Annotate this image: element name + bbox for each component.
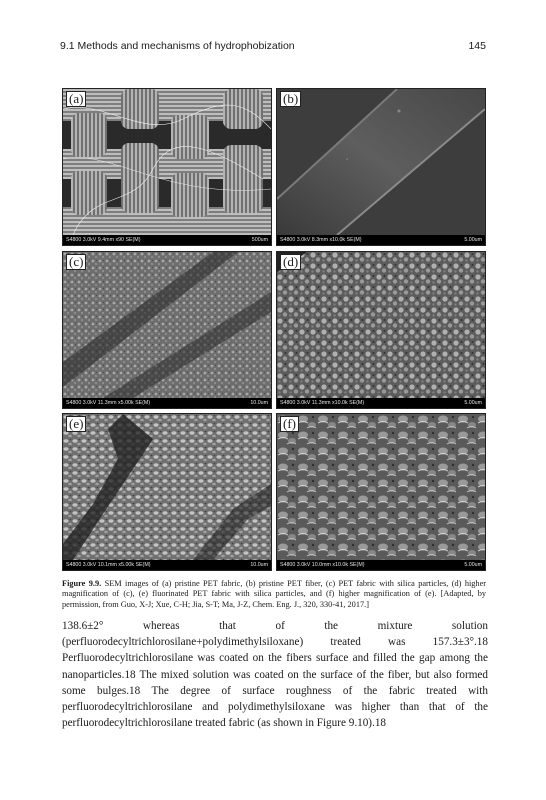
sem-panel-c [62,251,272,409]
caption-text: SEM images of (a) pristine PET fabric, (b) pristine PET fiber, (c) PET fabric with silica particles, (d) higher magnification of (c), (e) fluorinated PET fabric with silica particles, and (f) higher magnification of (e). [Adapted, by permission, from Guo, X-J; Xue, C-H; Jia, S-T; Ma, J-Z, Chem. Eng. J., 320, 330-41, 2017.] [62,579,487,609]
sem-scale-text: 500um [251,237,268,243]
sem-info-text: S4800 3.0kV 10.0mm x10.0k SE(M) [280,562,365,568]
sem-info-text: S4800 3.0kV 9.4mm x90 SE(M) [66,237,141,243]
sem-info-bar [63,235,271,245]
sem-scale-text: 5.00um [464,562,482,568]
sem-scale-text: 5.00um [464,400,482,406]
sem-panel-e [62,413,272,571]
panel-label: (d) [280,254,301,270]
sem-info-text: S4800 3.0kV 10.1mm x5.00k SE(M) [66,562,151,568]
panel-label: (c) [66,254,86,270]
sem-panel-d [276,251,486,409]
sem-panel-b [276,88,486,246]
sem-info-bar [277,398,485,408]
sem-info-bar [277,235,485,245]
sem-info-bar [277,560,485,570]
panel-label: (b) [280,91,301,107]
sem-image-fluorinated-fabric [63,414,271,560]
panel-label: (f) [280,416,299,432]
body-paragraph: 138.6±2° whereas that of the mixture solution (perfluorodecyltrichlorosilane+polydimethylsiloxane) treated was 157.3±3°.18 Perfluorodecyltrichlorosilane was coated on the fibers surface and filled the gap among the nanoparticles.18 The mixed solution was coated on the surface of the fiber, but also formed some bulges.18 The degree of surface roughness of the fabric treated with perfluorodecyltrichlorosilane and polydimethylsiloxane was higher than that of the perfluorodecyltrichlorosilane treated fabric (as shown in Figure 9.10).18 [62,620,488,730]
page-number: 145 [468,40,486,52]
panel-label: (e) [66,416,86,432]
sem-panel-a [62,88,272,246]
caption-label: Figure 9.9. [62,579,102,588]
sem-image-woven-fabric [63,89,271,235]
sem-scale-text: 10.0um [250,562,268,568]
figure-caption [62,579,486,610]
sem-image-silica-closeup [277,252,485,398]
panel-label: (a) [66,91,86,107]
body-text [62,618,488,731]
sem-scale-text: 5.00um [464,237,482,243]
sem-scale-text: 10.0um [250,400,268,406]
sem-image-smooth-fiber [277,89,485,235]
sem-info-text: S4800 3.0kV 11.3mm x10.0k SE(M) [280,400,365,406]
sem-info-bar [63,560,271,570]
sem-info-bar [63,398,271,408]
sem-image-silica-fabric [63,252,271,398]
running-header [60,40,486,52]
section-title: 9.1 Methods and mechanisms of hydrophobization [60,40,295,52]
sem-panel-f [276,413,486,571]
sem-info-text: S4800 3.0kV 8.3mm x10.0k SE(M) [280,237,362,243]
sem-info-text: S4800 3.0kV 11.3mm x5.00k SE(M) [66,400,151,406]
sem-image-fluorinated-closeup [277,414,485,560]
